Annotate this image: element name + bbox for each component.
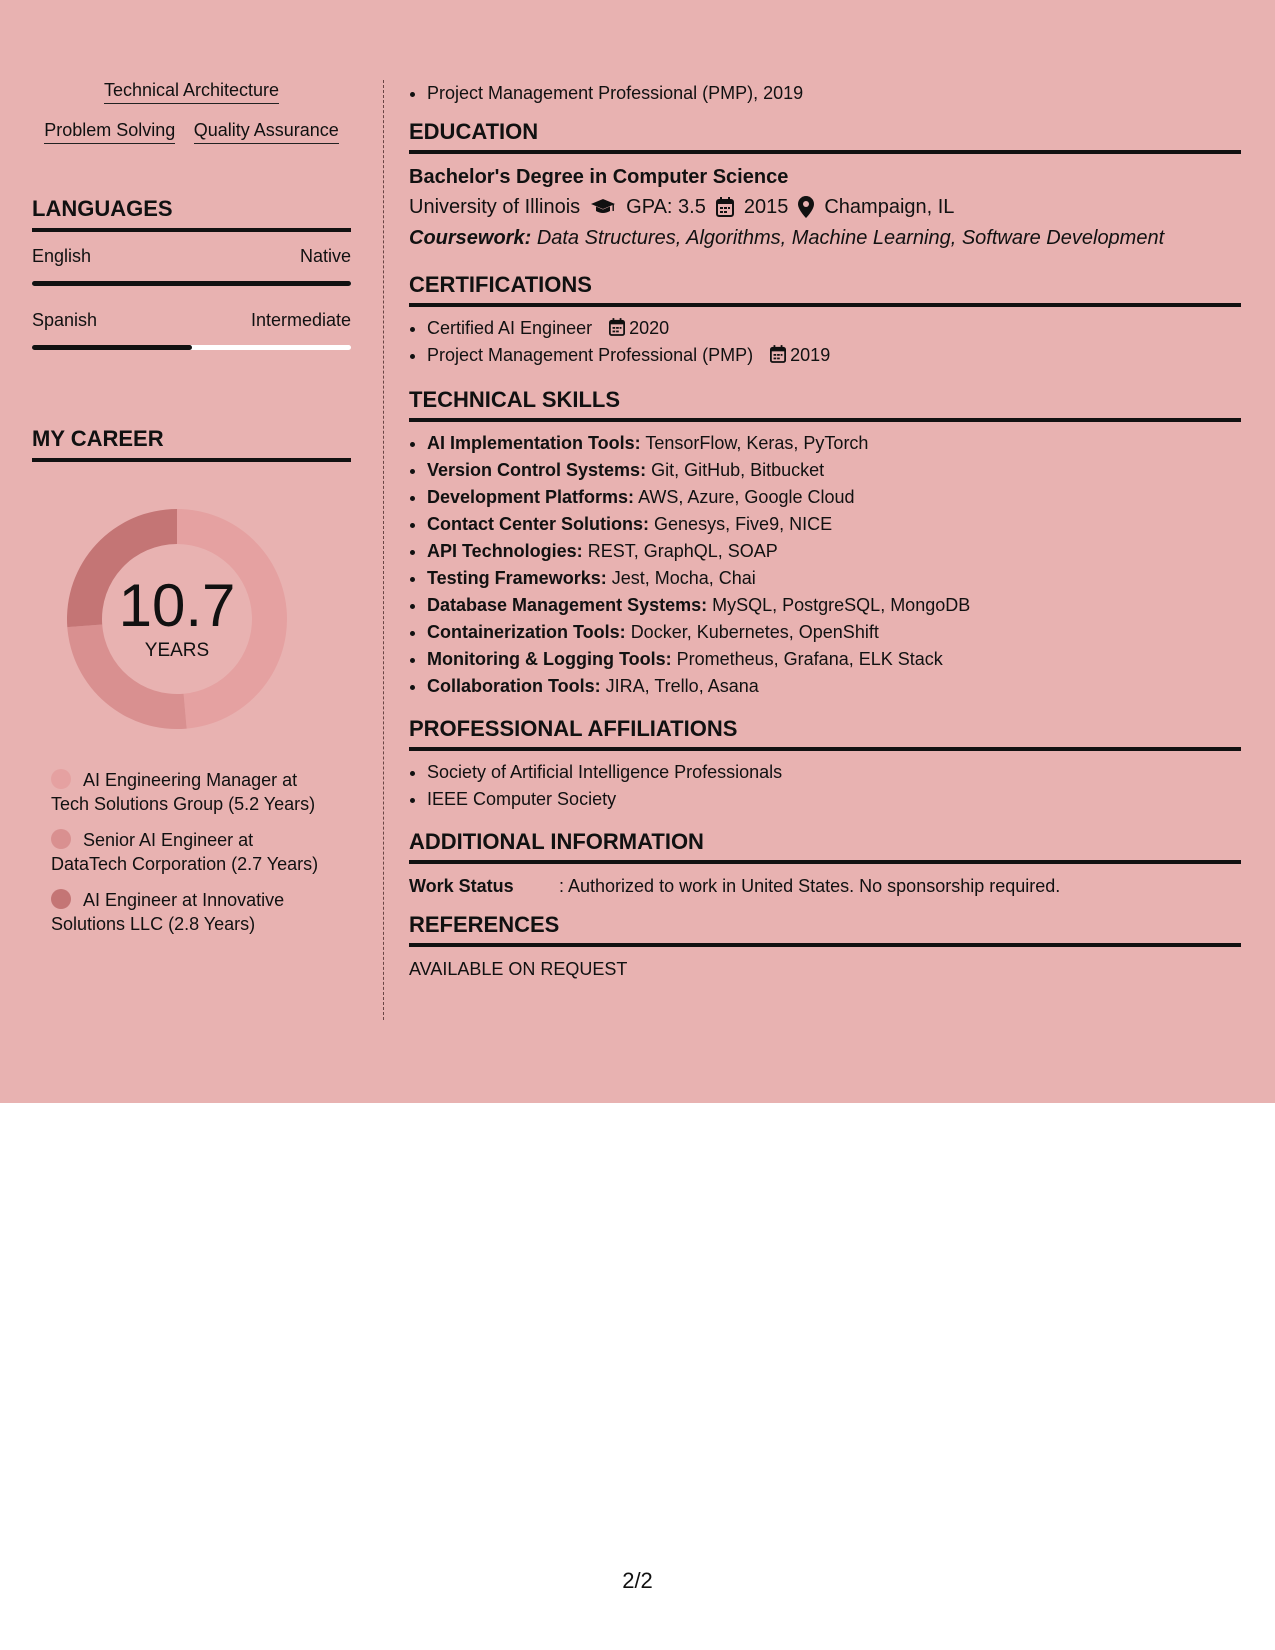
additional-info-section (409, 829, 1241, 900)
references-heading: REFERENCES (409, 912, 1241, 947)
career-legend (32, 768, 351, 936)
graduation-year: 2015 (743, 196, 789, 218)
skill-values: Git, GitHub, Bitbucket (651, 460, 825, 480)
certifications-heading: CERTIFICATIONS (409, 272, 1241, 307)
skill-category: Contact Center Solutions: (427, 514, 650, 534)
certifications-section (409, 272, 1241, 369)
affiliations-heading: PROFESSIONAL AFFILIATIONS (409, 716, 1241, 751)
career-legend-item (51, 768, 331, 816)
right-column (409, 80, 1241, 983)
affiliation-item: • Society of Artificial Intelligence Professionals (427, 759, 1241, 786)
skill-values: MySQL, PostgreSQL, MongoDB (712, 595, 971, 615)
skill-item (427, 565, 1241, 592)
career-label: AI Engineering Manager at Tech Solutions Group (5.2 Years) (51, 770, 316, 814)
coursework (409, 222, 1241, 254)
skill-tag: Problem Solving (44, 120, 175, 144)
career-legend-item (51, 888, 331, 936)
language-level: Native (299, 246, 351, 266)
skill-tags (32, 80, 351, 144)
work-status-value: : Authorized to work in United States. No sponsorship required. (559, 876, 1061, 896)
language-item (32, 246, 351, 286)
skill-tag: Technical Architecture (104, 80, 279, 104)
language-level: Intermediate (250, 310, 351, 330)
gpa: GPA: 3.5 (626, 196, 706, 218)
school-name: University of Illinois (409, 196, 581, 218)
legend-dot (51, 829, 71, 849)
skill-values: TensorFlow, Keras, PyTorch (645, 433, 869, 453)
skill-values: AWS, Azure, Google Cloud (638, 487, 855, 507)
career-legend-item (51, 828, 331, 876)
work-status-label: Work Status (409, 876, 514, 896)
skill-item (427, 646, 1241, 673)
legend-dot (51, 889, 71, 909)
career-label: AI Engineer at Innovative Solutions LLC (2.8 Years) (51, 890, 285, 934)
certification-name: Project Management Professional (PMP) (427, 345, 754, 365)
language-level-fill (32, 281, 351, 286)
coursework-list: Data Structures, Algorithms, Machine Learning, Software Development (536, 227, 1165, 249)
languages-section (32, 196, 351, 350)
skill-item (427, 484, 1241, 511)
skill-values: Docker, Kubernetes, OpenShift (630, 622, 879, 642)
skill-category: Testing Frameworks: (427, 568, 607, 588)
career-heading: MY CAREER (32, 426, 351, 462)
skill-values: REST, GraphQL, SOAP (587, 541, 778, 561)
career-total-years: 10.7 (118, 572, 236, 639)
skill-item (427, 673, 1241, 700)
references-text: AVAILABLE ON REQUEST (409, 959, 628, 979)
skill-category: Collaboration Tools: (427, 676, 601, 696)
skill-values: Jest, Mocha, Chai (611, 568, 756, 588)
legend-dot (51, 769, 71, 789)
career-section (32, 426, 351, 936)
skill-item (427, 592, 1241, 619)
certification-item (427, 342, 1241, 369)
language-name: Spanish (32, 310, 98, 330)
left-column (32, 80, 351, 948)
location-pin-icon (798, 196, 814, 218)
skill-values: Genesys, Five9, NICE (654, 514, 833, 534)
skill-category: Monitoring & Logging Tools: (427, 649, 672, 669)
skill-item (427, 430, 1241, 457)
calendar-icon (716, 197, 734, 217)
certification-year: 2019 (790, 345, 831, 365)
work-status (409, 872, 1241, 900)
additional-info-heading: ADDITIONAL INFORMATION (409, 829, 1241, 864)
education-section (409, 119, 1241, 254)
education-heading: EDUCATION (409, 119, 1241, 154)
calendar-icon (609, 318, 625, 336)
skill-item (427, 619, 1241, 646)
skill-category: API Technologies: (427, 541, 583, 561)
skill-item (427, 457, 1241, 484)
language-name: English (32, 246, 92, 266)
skill-category: Development Platforms: (427, 487, 635, 507)
carryover-item: • Project Management Professional (PMP), 2019 (427, 80, 1241, 107)
skill-item (427, 511, 1241, 538)
skill-category: Containerization Tools: (427, 622, 626, 642)
coursework-label: Coursework: (409, 227, 532, 249)
affiliation-item: • IEEE Computer Society (427, 786, 1241, 813)
languages-heading: LANGUAGES (32, 196, 351, 232)
language-level-fill (32, 345, 192, 350)
career-label: Senior AI Engineer at DataTech Corporation (2.7 Years) (51, 830, 319, 874)
language-level-bar (32, 281, 351, 286)
school-location: Champaign, IL (824, 196, 955, 218)
calendar-icon (770, 345, 786, 363)
career-donut-chart (62, 504, 292, 734)
graduation-cap-icon (590, 198, 616, 216)
technical-skills-list (409, 430, 1241, 700)
skill-item (427, 538, 1241, 565)
page-number: 2/2 (622, 1568, 653, 1593)
skill-values: Prometheus, Grafana, ELK Stack (676, 649, 943, 669)
skill-category: Version Control Systems: (427, 460, 647, 480)
language-item (32, 310, 351, 350)
affiliations-section (409, 716, 1241, 813)
certification-year: 2020 (629, 318, 670, 338)
career-years-unit: YEARS (144, 640, 210, 661)
degree-title: Bachelor's Degree in Computer Science (409, 166, 789, 188)
technical-skills-section (409, 387, 1241, 700)
skill-tag: Quality Assurance (194, 120, 339, 144)
certification-item (427, 315, 1241, 342)
skill-category: Database Management Systems: (427, 595, 708, 615)
skill-category: AI Implementation Tools: (427, 433, 641, 453)
column-divider (383, 80, 384, 1020)
education-meta (409, 192, 1241, 222)
skill-values: JIRA, Trello, Asana (605, 676, 759, 696)
references-section (409, 912, 1241, 983)
certification-name: Certified AI Engineer (427, 318, 593, 338)
technical-skills-heading: TECHNICAL SKILLS (409, 387, 1241, 422)
language-level-bar (32, 345, 351, 350)
